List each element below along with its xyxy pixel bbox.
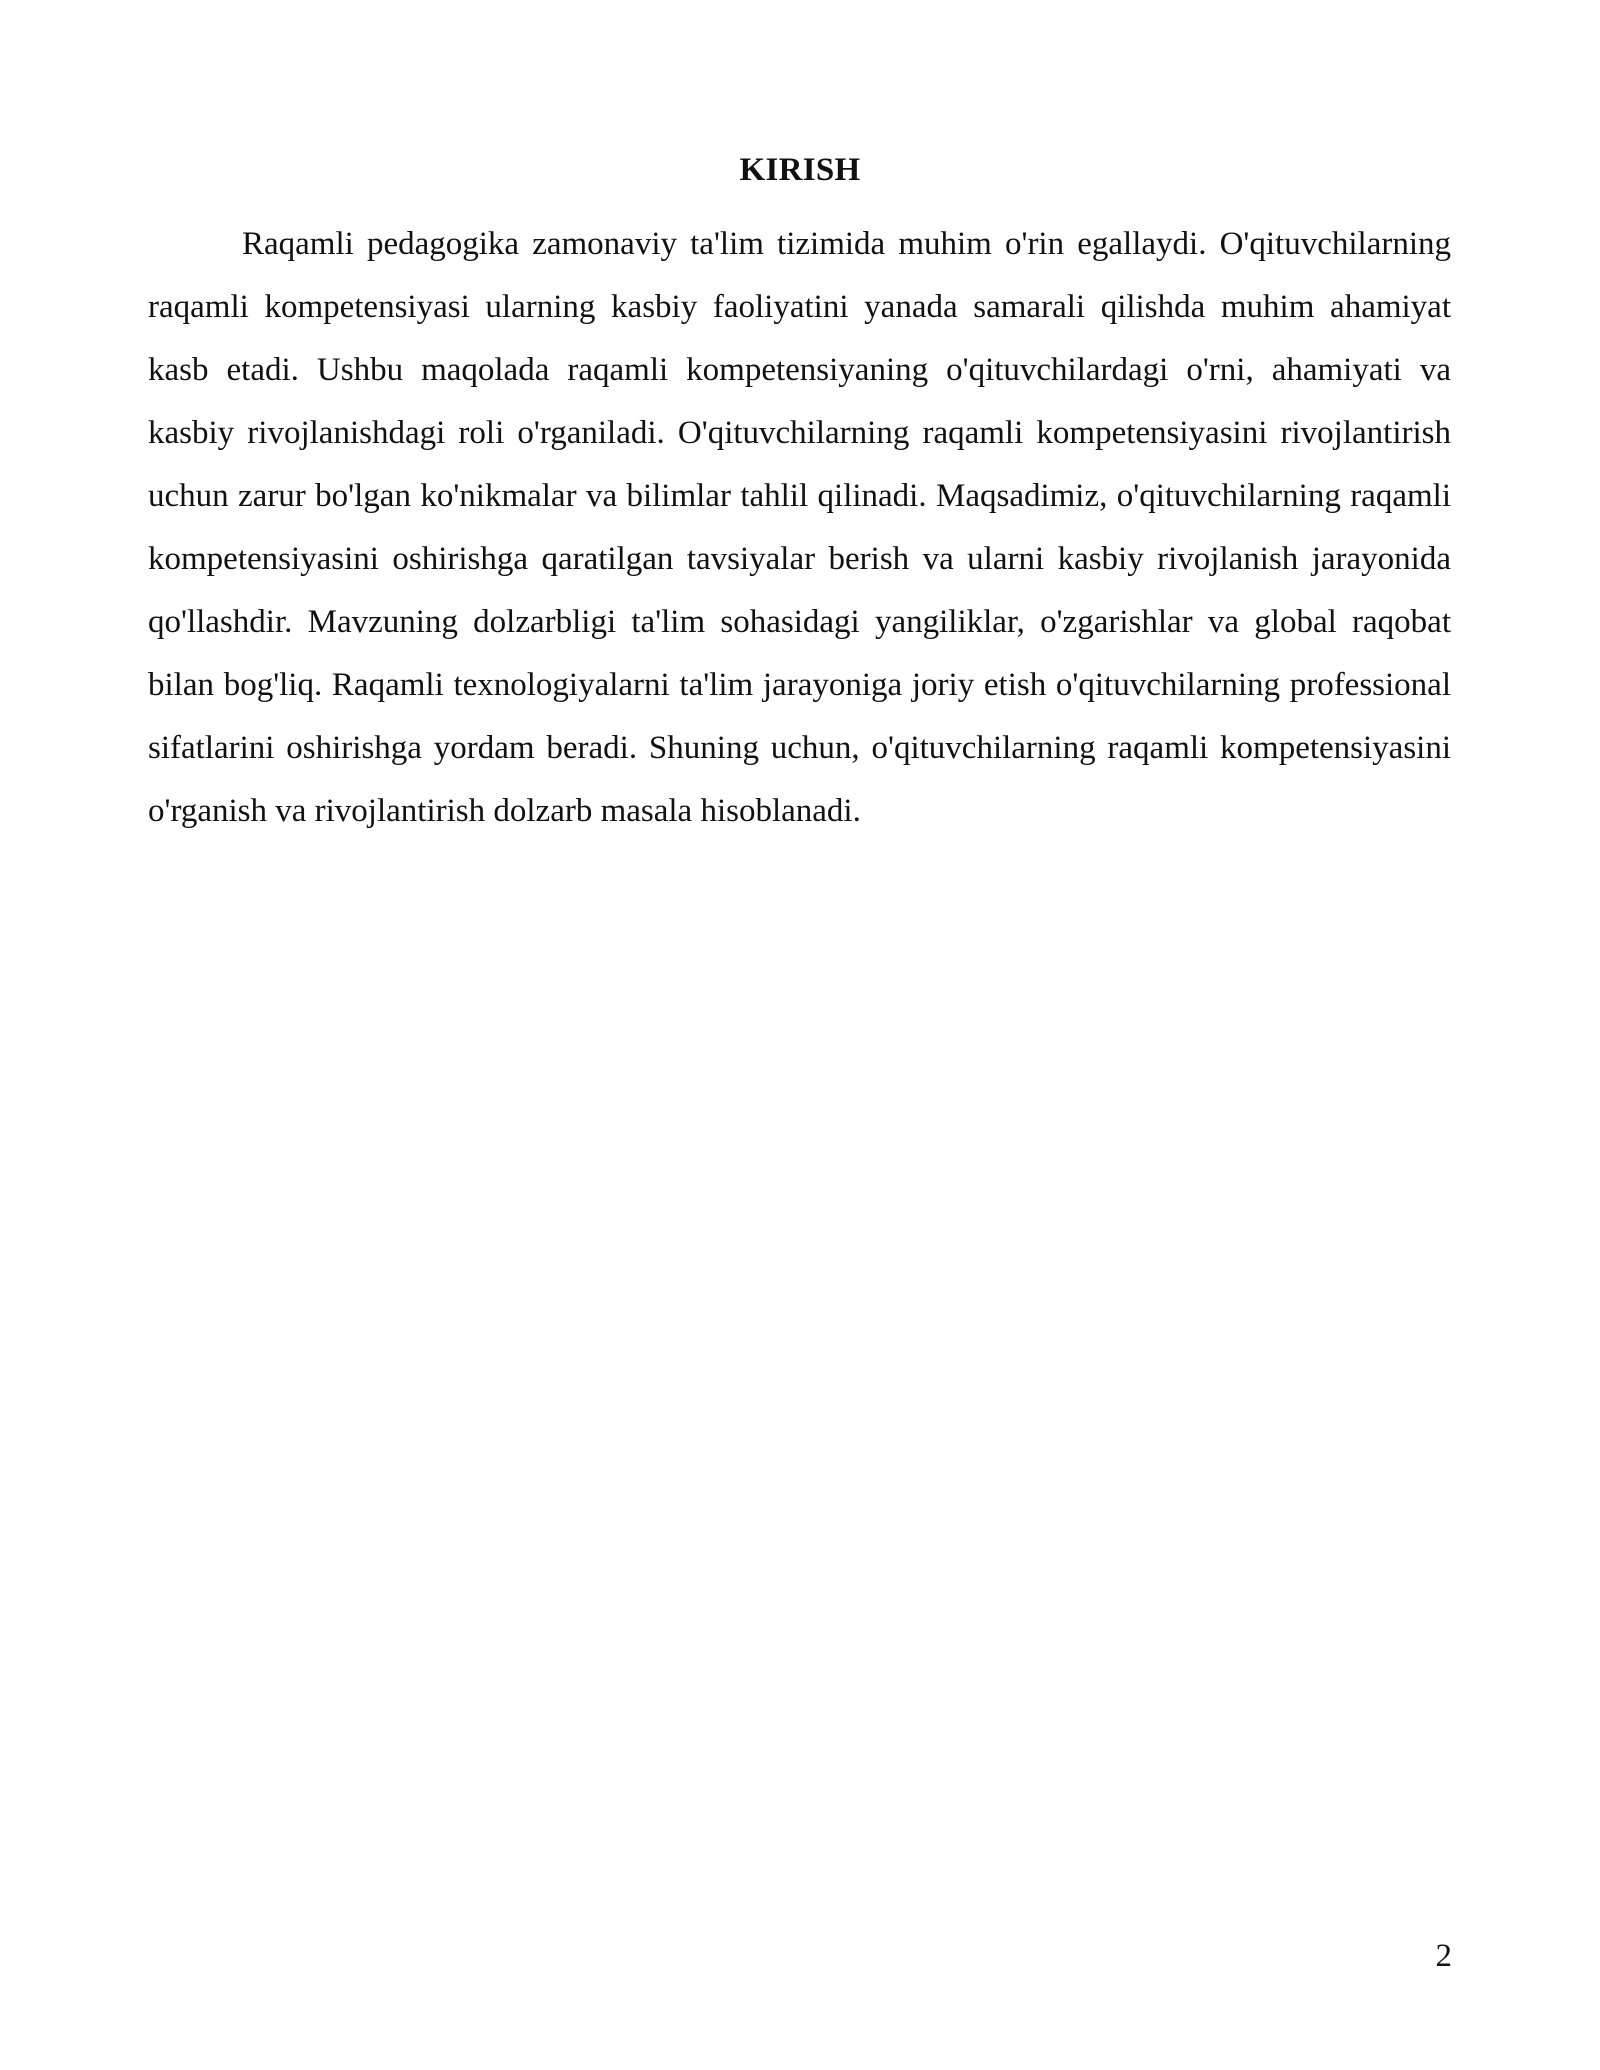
page-number: 2 xyxy=(1435,1938,1452,1974)
section-title: KIRISH xyxy=(739,152,861,188)
body-paragraph: Raqamli pedagogika zamonaviy ta'lim tizimida muhim o'rin egallaydi. O'qituvchilarning raqamli kompetensiyasi ularning kasbiy faoliyatini yanada samarali qilishda muhim ahamiyat kasb etadi. Ushbu maqolada raqamli kompetensiyaning o'qituvchilardagi o'rni, ahamiyati va kasbiy rivojlanishdagi roli o'rganiladi. O'qituvchilarning raqamli kompetensiyasini rivojlantirish uchun zarur bo'lgan ko'nikmalar va bilimlar tahlil qilinadi. Maqsadimiz, o'qituvchilarning raqamli kompetensiyasini oshirishga qaratilgan tavsiyalar berish va ularni kasbiy rivojlanish jarayonida qo'llashdir. Mavzuning dolzarbligi ta'lim sohasidagi yangiliklar, o'zgarishlar va global raqobat bilan bog'liq. Raqamli texnologiyalarni ta'lim jarayoniga joriy etish o'qituvchilarning professional sifatlarini oshirishga yordam beradi. Shuning uchun, o'qituvchilarning raqamli kompetensiyasini o'rganish va rivojlantirish dolzarb masala hisoblanadi. xyxy=(148,226,1451,829)
